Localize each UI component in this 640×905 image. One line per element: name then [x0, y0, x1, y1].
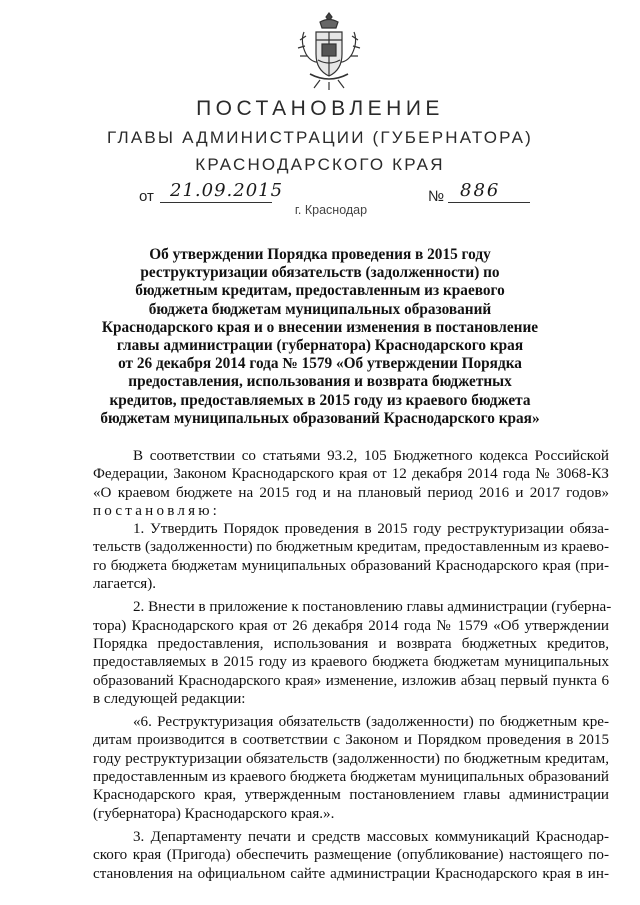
body-line: 2. Внести в приложение к постановлению главы администрации (губерна-: [133, 599, 612, 616]
body-line: в следующей редакции:: [93, 690, 246, 707]
body-line: Краснодарского края, утвержденным постановлением главы администрации: [93, 787, 609, 804]
title-line: от 26 декабря 2014 года № 1579 «Об утверждении Порядка: [118, 355, 522, 373]
body-line: тельств (задолженности) по бюджетным кредитам, предоставленным из краево-: [93, 539, 609, 556]
body-line: году реструктуризации обязательств (задолженности) по бюджетным кредитам,: [93, 750, 609, 767]
body-line: ского края (Пригода) обеспечить размещение (опубликование) настоящего по-: [93, 847, 609, 864]
coat-of-arms-icon: [296, 10, 362, 92]
body-line: го бюджета бюджетам муниципальных образований Краснодарского края (при-: [93, 557, 609, 574]
body-line: 1. Утвердить Порядок проведения в 2015 году реструктуризации обяза-: [133, 521, 609, 538]
body-line: предоставляемых в 2015 году из краевого бюджета бюджетам муниципальных: [93, 654, 609, 671]
title-line: Краснодарского края и о внесении изменения в постановление: [101, 318, 539, 336]
body-line: предоставленным из краевого бюджета бюджетам муниципальных образований: [93, 769, 609, 786]
date-label: от: [139, 188, 154, 205]
body-line: Порядка предоставления, использования и возврата бюджетных кредитов,: [93, 635, 609, 652]
body-line: дитам производится в соответствии с Законом и Порядком проведения в 2015: [93, 732, 609, 749]
title-line: реструктуризации обязательств (задолженности) по: [140, 264, 500, 282]
body-line: «О краевом бюджете на 2015 год и на плановый период 2016 и 2017 годов»: [93, 484, 609, 501]
title-line: главы администрации (губернатора) Краснодарского края: [116, 337, 524, 355]
document-type-heading: ПОСТАНОВЛЕНИЕ: [196, 97, 444, 120]
body-line: образований Краснодарского края» изменение, изложив абзац первый пункта 6: [93, 672, 609, 689]
title-line: бюджетным кредитам, предоставленным из краевого: [135, 282, 505, 300]
issuer-heading-line1: ГЛАВЫ АДМИНИСТРАЦИИ (ГУБЕРНАТОРА): [107, 128, 533, 147]
number-value: 886: [460, 180, 501, 201]
body-line: (губернатора) Краснодарского края.».: [93, 805, 335, 822]
document-title: [0, 246, 640, 428]
body-line: тора) Краснодарского края от 26 декабря 2014 года № 1579 «Об утверждении: [93, 617, 609, 634]
body-line: становления на официальном сайте администрации Краснодарского края в ин-: [93, 865, 609, 882]
date-value: 21.09.2015: [170, 180, 284, 201]
title-line: бюджета бюджетам муниципальных образований: [148, 300, 492, 318]
title-line: Об утверждении Порядка проведения в 2015 году: [149, 246, 491, 263]
body-line: постановляю:: [93, 502, 221, 519]
body-line: лагается).: [93, 576, 157, 593]
number-label: №: [428, 188, 445, 205]
title-line: кредитов, предоставляемых в 2015 году из краевого бюджета: [109, 391, 531, 409]
city-label: г. Краснодар: [294, 203, 368, 217]
issuer-heading-line2: КРАСНОДАРСКОГО КРАЯ: [195, 155, 445, 174]
title-line: предоставления, использования и возврата бюджетных: [128, 373, 512, 391]
body-line: 3. Департаменту печати и средств массовых коммуникаций Краснодар-: [133, 828, 609, 845]
body-line: Федерации, Законом Краснодарского края от 12 декабря 2014 года № 3068-КЗ: [93, 466, 609, 483]
title-line: бюджетам муниципальных образований Краснодарского края»: [100, 409, 540, 427]
body-line: В соответствии со статьями 93.2, 105 Бюджетного кодекса Российской: [133, 448, 609, 464]
body-line: «6. Реструктуризация обязательств (задолженности) по бюджетным кре-: [133, 714, 609, 731]
document-body: [93, 447, 612, 883]
